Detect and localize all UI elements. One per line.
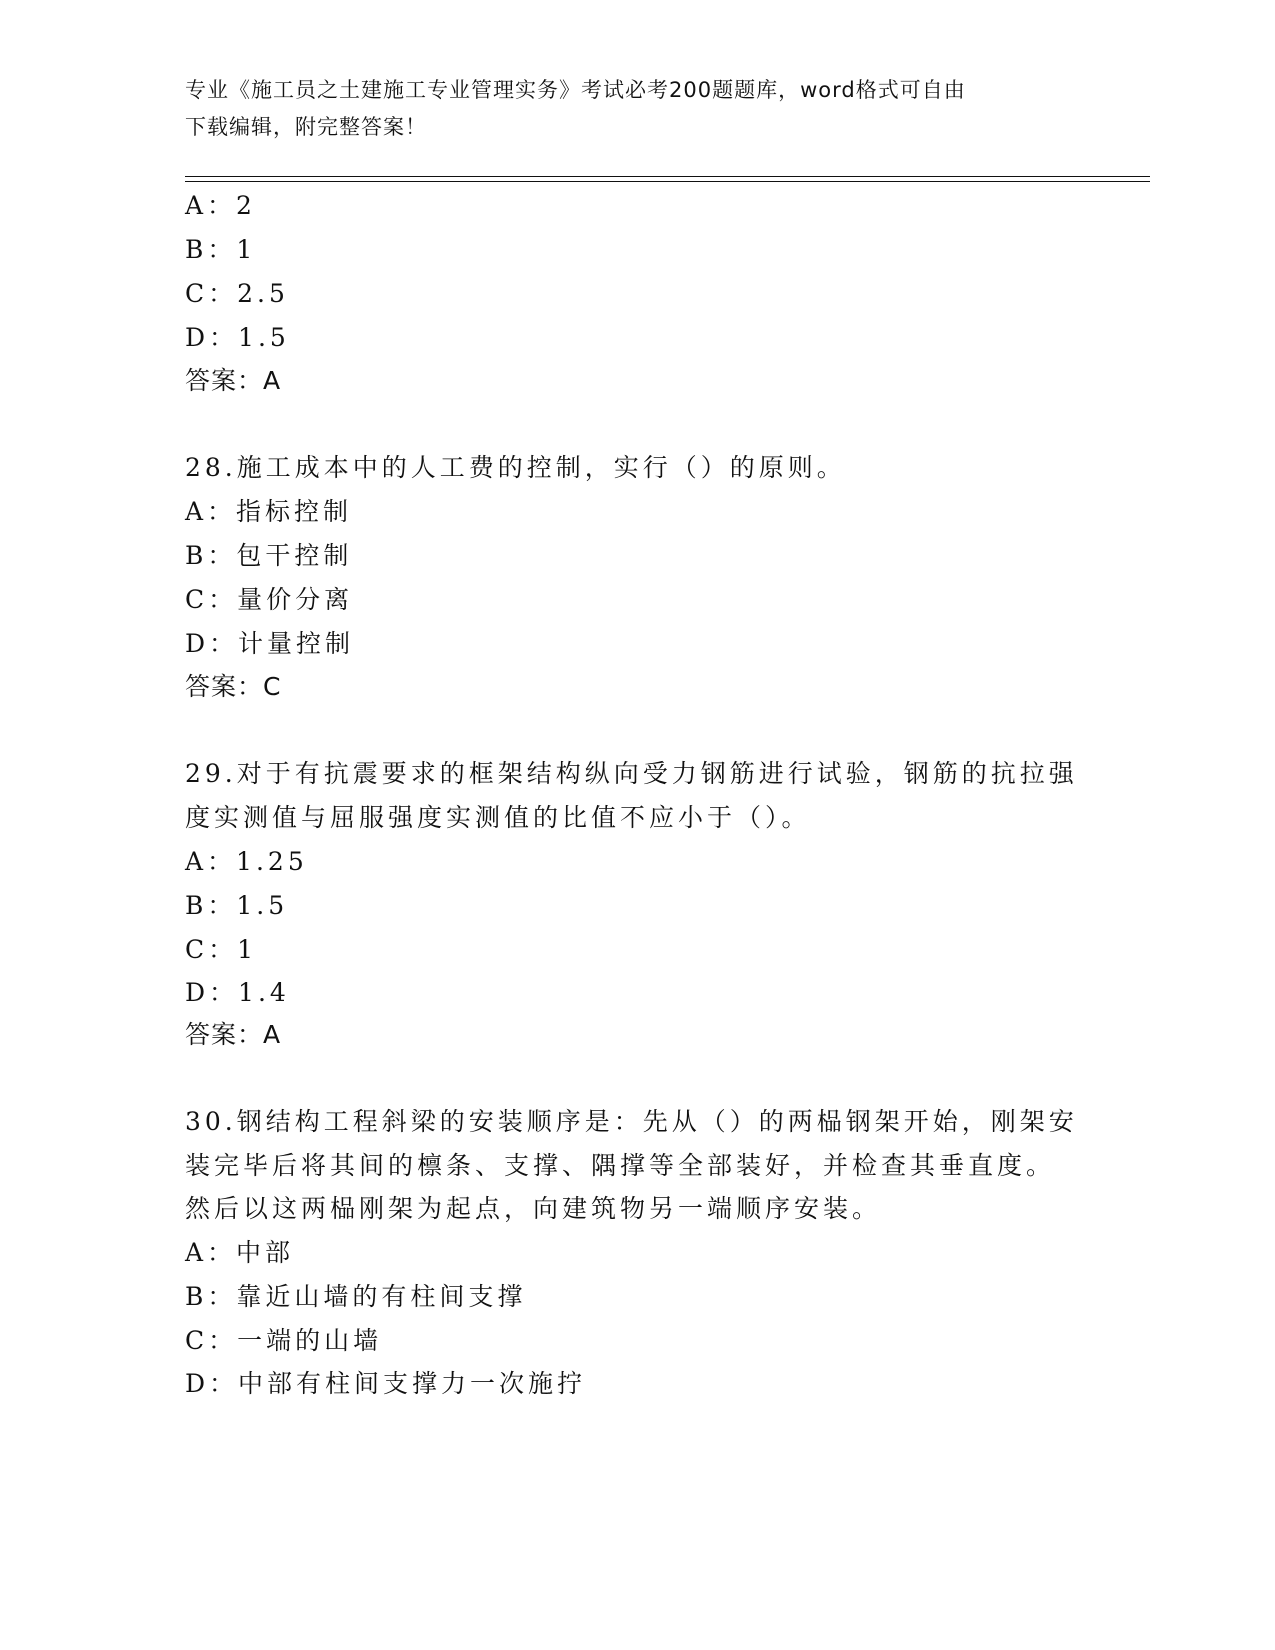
q29-option-a: A：1.25: [185, 847, 308, 876]
q28-option-b: B：包干控制: [185, 541, 353, 570]
q29-answer: 答案：A: [185, 1020, 282, 1049]
document-header: [185, 72, 1065, 146]
q30-stem-line-2: 装完毕后将其间的檩条、支撑、隅撑等全部装好，并检查其垂直度。: [185, 1151, 1056, 1180]
q29-stem-line-2: 度实测值与屈服强度实测值的比值不应小于（）。: [185, 803, 811, 832]
q28-option-d: D：计量控制: [185, 629, 355, 658]
q29-option-d: D：1.4: [185, 978, 290, 1007]
header-line-1: 专业《施工员之土建施工专业管理实务》考试必考200题题库，word格式可自由: [185, 78, 966, 102]
header-line-2: 下载编辑，附完整答案！: [185, 115, 427, 139]
q27-option-b: B：1: [185, 235, 257, 264]
q27-option-c: C：2.5: [185, 279, 289, 308]
header-divider-bottom: [185, 181, 1150, 182]
q30-option-d: D：中部有柱间支撑力一次施拧: [185, 1369, 587, 1398]
q30-option-a: A：中部: [185, 1238, 295, 1267]
q27-answer: 答案：A: [185, 366, 282, 395]
q27-option-d: D：1.5: [185, 323, 290, 352]
q30-option-c: C：一端的山墙: [185, 1326, 383, 1355]
q28-stem: 28.施工成本中的人工费的控制，实行（）的原则。: [185, 453, 846, 482]
q30-stem-line-1: 30.钢结构工程斜梁的安装顺序是：先从（）的两榀钢架开始，刚架安: [185, 1107, 1078, 1136]
q29-option-b: B：1.5: [185, 891, 289, 920]
q28-option-c: C：量价分离: [185, 585, 354, 614]
q29-stem-line-1: 29.对于有抗震要求的框架结构纵向受力钢筋进行试验，钢筋的抗拉强: [185, 759, 1078, 788]
header-divider-top: [185, 176, 1150, 177]
q30-option-b: B：靠近山墙的有柱间支撑: [185, 1282, 527, 1311]
q30-stem-line-3: 然后以这两榀刚架为起点，向建筑物另一端顺序安装。: [185, 1194, 882, 1223]
q29-option-c: C：1: [185, 935, 258, 964]
q28-option-a: A：指标控制: [185, 497, 353, 526]
q27-option-a: A：2: [185, 191, 256, 220]
q28-answer: 答案：C: [185, 672, 282, 701]
